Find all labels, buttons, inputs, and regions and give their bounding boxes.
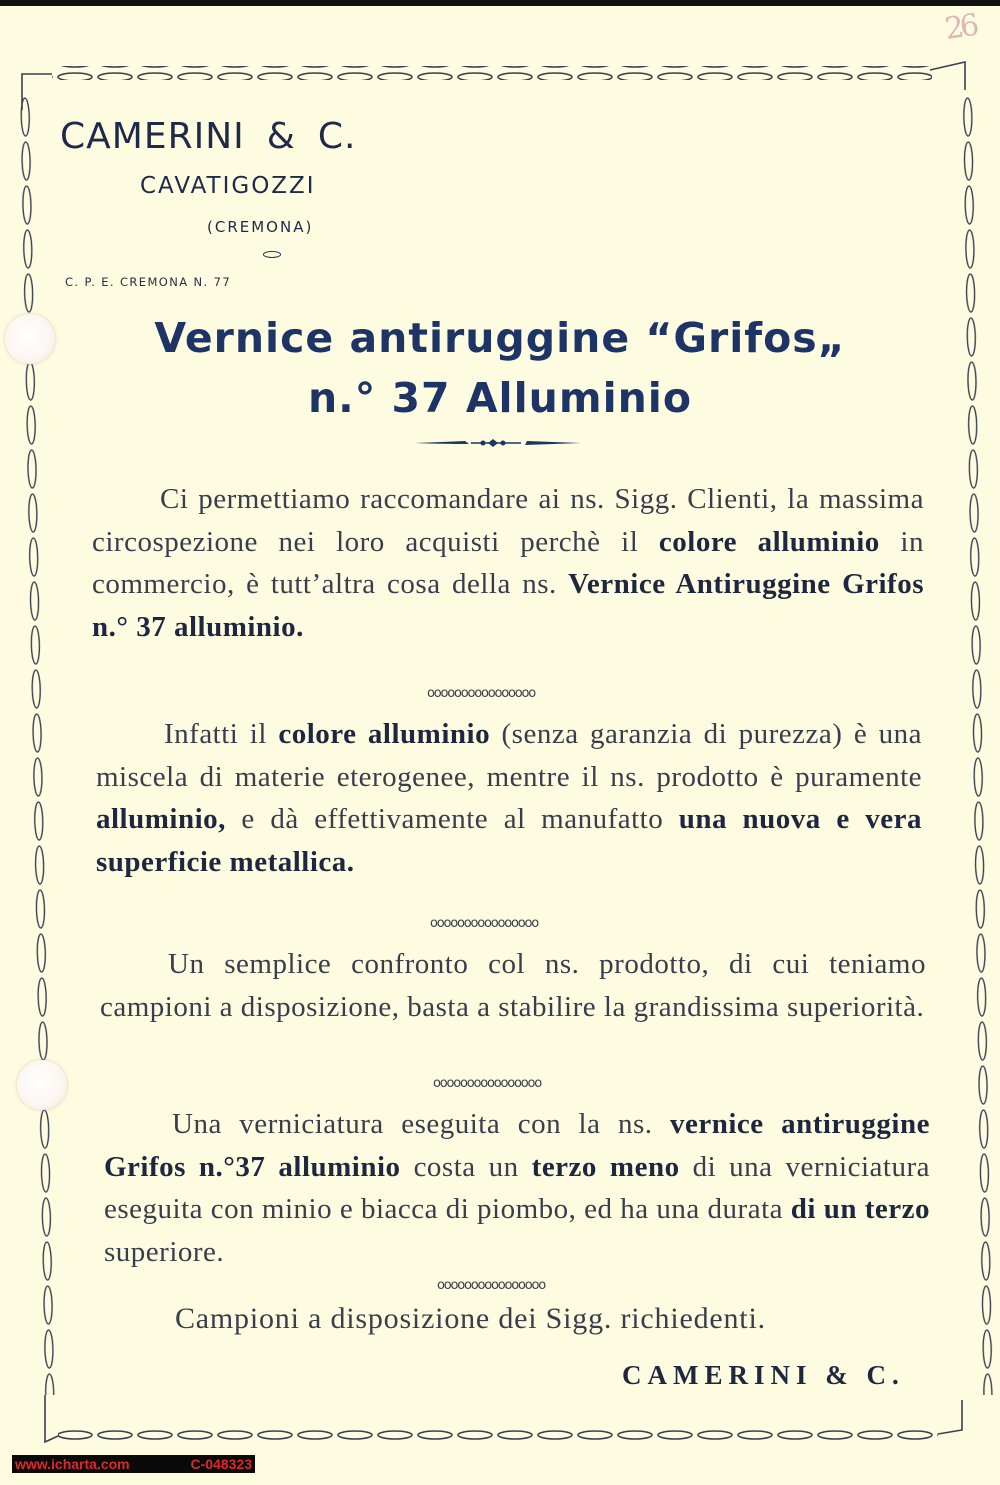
separator-2: oooooooooooooooo	[430, 916, 539, 931]
paragraph-3	[100, 943, 926, 1028]
separator-4: oooooooooooooooo	[437, 1278, 546, 1293]
title-line-1: Vernice antiruggine “Grifos„	[154, 314, 846, 362]
title-flourish-divider	[413, 437, 583, 449]
paragraph-2-text-a: Infatti il	[164, 718, 279, 750]
paragraph-1-text-b: in commercio, è tutt’altra cosa della ns.	[92, 525, 924, 600]
paragraph-2-text-b: (senza garanzia di purezza) è una miscela di materie eterogenee, mentre il ns. prodotto è puramente	[96, 718, 923, 793]
paragraph-4-text-d: superiore.	[104, 1235, 225, 1268]
punch-hole-bottom	[17, 1060, 67, 1110]
paragraph-4-bold-a: vernice antiruggine Grifos n.°37 alluminio	[104, 1108, 930, 1183]
company-name	[60, 115, 500, 159]
oval-ornament-icon	[263, 251, 281, 258]
paragraph-4-bold-c: di un terzo	[790, 1193, 931, 1225]
company-province: (CREMONA)	[207, 218, 314, 236]
paragraph-4-bold-b: terzo meno	[531, 1150, 680, 1183]
paragraph-1	[92, 478, 924, 648]
separator-1: oooooooooooooooo	[427, 686, 536, 701]
registration-number: C. P. E. CREMONA N. 77	[65, 275, 232, 289]
paragraph-4-text-b: costa un	[400, 1150, 532, 1183]
closing-line: Campioni a disposizione dei Sigg. richiedenti.	[175, 1302, 766, 1335]
letterhead	[60, 115, 500, 289]
company-suffix: C.	[317, 116, 357, 157]
pencil-annotation: 26	[942, 8, 978, 47]
paragraph-1-bold-a: colore alluminio	[658, 525, 880, 558]
paragraph-2-text-c: e dà effettivamente al manufatto	[225, 803, 679, 835]
paragraph-4-text-a: Una verniciatura eseguita con la ns.	[172, 1108, 670, 1140]
company-ampersand: &	[266, 116, 296, 157]
company-name-text: CAMERINI	[60, 116, 245, 157]
archive-watermark	[12, 1455, 255, 1473]
watermark-site: www.icharta.com	[15, 1456, 130, 1472]
separator-3: oooooooooooooooo	[433, 1076, 542, 1091]
watermark-code: C-048323	[190, 1456, 252, 1472]
punch-hole-top	[5, 314, 55, 364]
paragraph-4-text-c: di una verniciatura eseguita con minio e biacca di piombo, ed ha una durata	[104, 1150, 930, 1225]
company-town: CAVATIGOZZI	[140, 173, 316, 199]
document-title	[100, 308, 900, 428]
paragraph-3-text: Un semplice confronto col ns. prodotto, di cui teniamo campioni a disposizione, basta a stabilire la grandissima superiorità.	[100, 948, 926, 1023]
paragraph-2-bold-a: colore alluminio	[278, 718, 491, 750]
title-line-2: n.° 37 Alluminio	[307, 374, 693, 422]
paragraph-2-bold-b: alluminio,	[96, 803, 226, 835]
signature: CAMERINI & C.	[622, 1360, 905, 1390]
paragraph-1-text-a: Ci permettiamo raccomandare ai ns. Sigg. Clienti, la massima circospezione nei loro acquisti perchè il	[92, 483, 924, 558]
paragraph-2-bold-c: una nuova e vera superficie metallica.	[96, 803, 922, 878]
paragraph-2	[96, 713, 922, 883]
paragraph-1-bold-b: Vernice Antiruggine Grifos n.° 37 alluminio.	[92, 568, 924, 643]
paragraph-4	[104, 1103, 930, 1273]
